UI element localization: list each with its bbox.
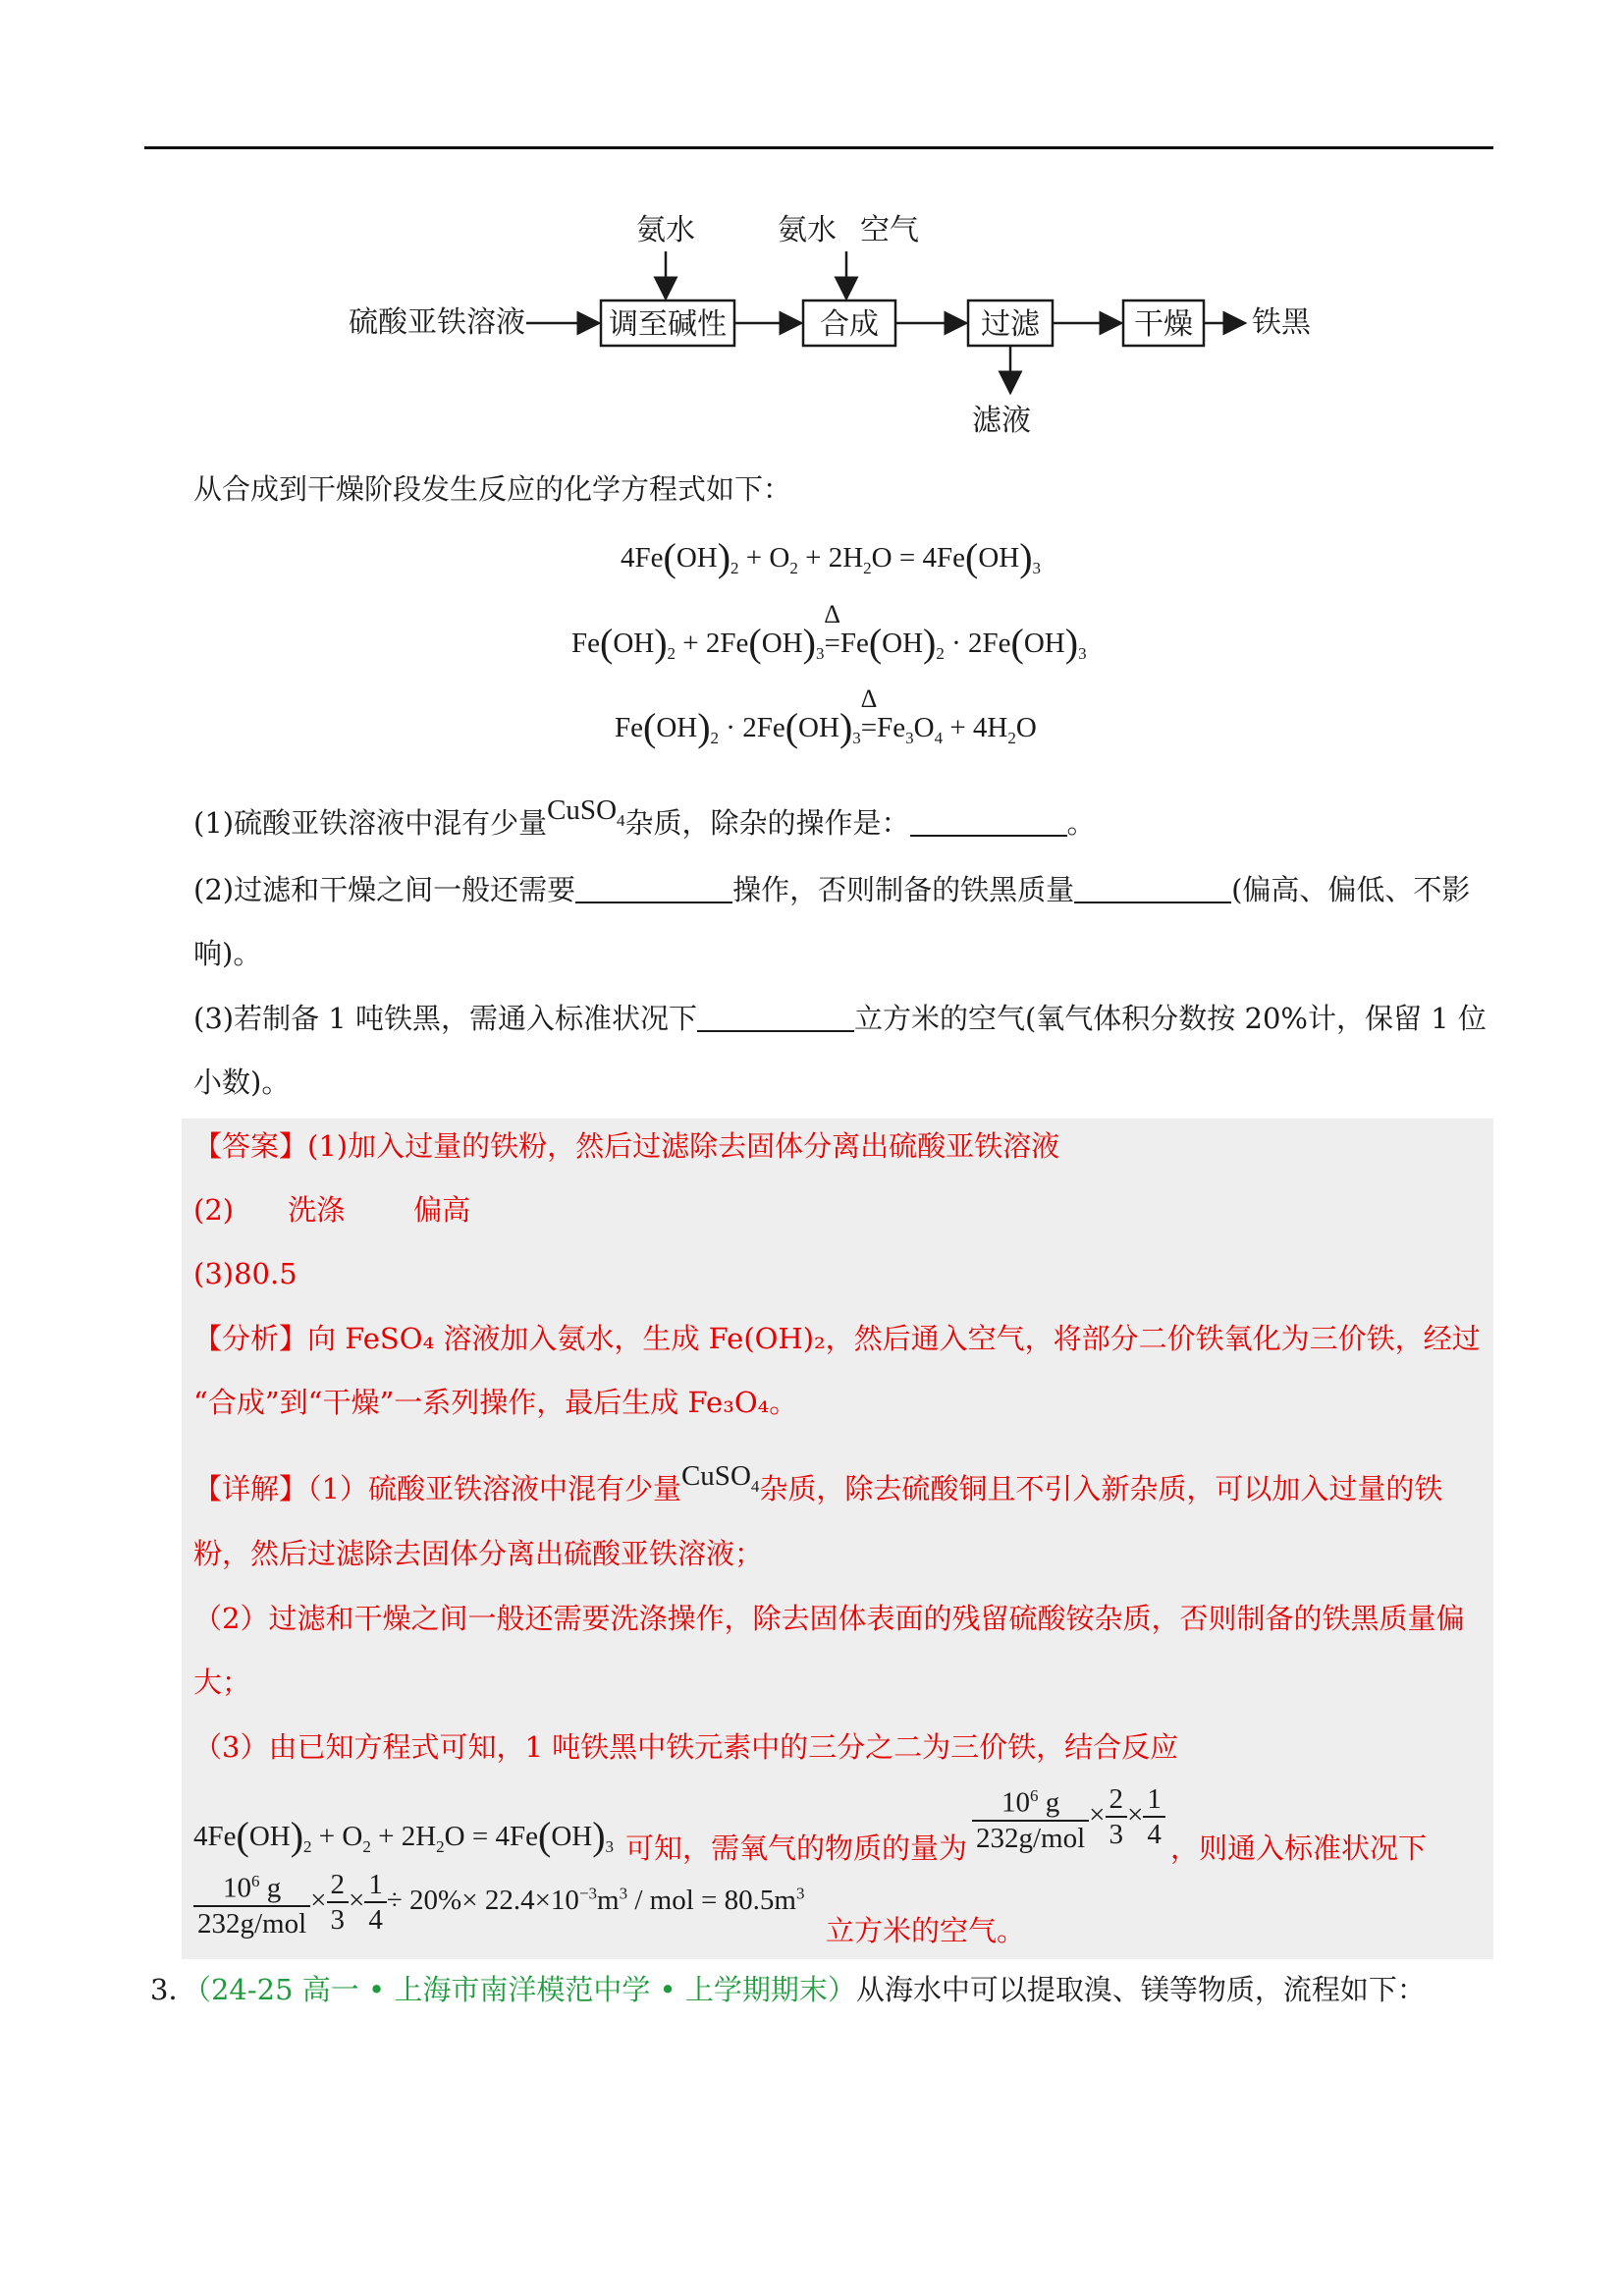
question-3-header bbox=[150, 1970, 1426, 2009]
detail-last-text: 立方米的空气。 bbox=[826, 1914, 1026, 1947]
flow-input-ammonia-2: 氨水 bbox=[778, 213, 837, 247]
process-flow-diagram bbox=[334, 196, 1355, 452]
question-source: （24-25 高一 • 上海市南洋模范中学 • 上学期期末） bbox=[196, 1973, 856, 2006]
q1-text-b: 杂质，除杂的操作是： bbox=[624, 806, 910, 840]
flow-step4: 干燥 bbox=[1134, 307, 1193, 342]
analysis-line-2: “合成”到“干燥”一系列操作，最后生成 Fe₃O₄。 bbox=[193, 1386, 798, 1419]
answer-line-2 bbox=[193, 1190, 470, 1230]
answer-2-high: 偏高 bbox=[413, 1193, 471, 1227]
detail-line-4: 大； bbox=[193, 1666, 251, 1699]
answer-line-1 bbox=[193, 1126, 1059, 1166]
q3-answer-blank[interactable] bbox=[697, 1001, 854, 1032]
q2-text-b: 操作，否则制备的铁黑质量 bbox=[732, 873, 1075, 906]
question-3-line2: 小数)。 bbox=[193, 1066, 291, 1099]
flow-step1: 调至碱性 bbox=[609, 307, 727, 342]
equation-2: $Fe(OH)_2 + 2Fe(OH)_3$ Δ $=Fe(OH)_2 \cdot 2Fe(OH)_3$ bbox=[571, 600, 1087, 665]
answer-tag: 【答案】 bbox=[193, 1129, 308, 1163]
detail-line-5: （3）由已知方程式可知，1 吨铁黑中铁元素中的三分之二为三价铁，结合反应 bbox=[193, 1730, 1179, 1764]
detail-tag: 【详解】 bbox=[193, 1472, 308, 1505]
q3-text-a: (3)若制备 1 吨铁黑，需通入标准状况下 bbox=[193, 1002, 697, 1035]
answer-line-3: (3)80.5 bbox=[193, 1257, 298, 1290]
detail-1-a: （1）硫酸亚铁溶液中混有少量 bbox=[307, 1472, 681, 1505]
intro-text: 从合成到干燥阶段发生反应的化学方程式如下： bbox=[193, 472, 792, 506]
q2-text-c: (偏高、偏低、不影 bbox=[1231, 873, 1471, 906]
cuso4-formula-2: CuSO$_4$ bbox=[680, 1460, 760, 1496]
q1-answer-blank[interactable] bbox=[910, 805, 1067, 837]
answer-2-num: (2) bbox=[193, 1193, 235, 1227]
detail-line-3: （2）过滤和干燥之间一般还需要洗涤操作，除去固体表面的残留硫酸铵杂质，否则制备的铁黑质量偏 bbox=[193, 1602, 1465, 1635]
flow-end-label: 铁黑 bbox=[1252, 305, 1311, 340]
analysis-line-1 bbox=[193, 1319, 1481, 1358]
answer-2-wash: 洗涤 bbox=[288, 1193, 346, 1227]
analysis-text-1: 向 FeSO₄ 溶液加入氨水，生成 Fe(OH)₂，然后通入空气，将部分二价铁氧化为三价铁，经过 bbox=[307, 1322, 1481, 1355]
detail-1-b: 杂质，除去硫酸铜且不引入新杂质，可以加入过量的铁 bbox=[759, 1472, 1443, 1505]
detail-end-text: ，则通入标准状况下 bbox=[1170, 1831, 1428, 1865]
question-3-line1 bbox=[193, 999, 1487, 1038]
flow-output-filtrate: 滤液 bbox=[972, 404, 1031, 438]
question-number: 3． bbox=[150, 1973, 197, 2006]
question-text: 从海水中可以提取溴、镁等物质，流程如下： bbox=[855, 1973, 1426, 2006]
flow-step3: 过滤 bbox=[981, 307, 1040, 342]
flow-step2: 合成 bbox=[820, 307, 879, 342]
question-2-line1 bbox=[193, 870, 1470, 909]
flow-input-air: 空气 bbox=[860, 213, 919, 247]
flow-start-label: 硫酸亚铁溶液 bbox=[349, 305, 525, 340]
flow-input-ammonia-1: 氨水 bbox=[636, 213, 695, 247]
detail-equation: $4Fe(OH)_2 + O_2 + 2H_2O = 4Fe(OH)_3$ bbox=[193, 1814, 615, 1858]
delta-symbol-2: Δ bbox=[860, 684, 878, 713]
equation-1: $4Fe(OH)_2 + O_2 + 2H_2O = 4Fe(OH)_3$ bbox=[621, 535, 1042, 579]
analysis-tag: 【分析】 bbox=[193, 1322, 308, 1355]
detail-line-1 bbox=[193, 1460, 1443, 1520]
q2-answer-blank-1[interactable] bbox=[575, 872, 732, 903]
cuso4-formula: CuSO$_4$ bbox=[547, 794, 625, 830]
q2-text-a: (2)过滤和干燥之间一般还需要 bbox=[193, 873, 576, 906]
air-volume-expression: $\frac{10^6 g}{\text{232g/mol}}$ × $\frac{2}{3}$ × $\frac{1}{4}$ ÷ $20\%\times 22.4\times 10^{-3}m^3$ / mol = $80.5m^3$ bbox=[193, 1865, 804, 1941]
equation-3: $Fe(OH)_2 \cdot 2Fe(OH)_3$ Δ $=Fe_3O_4 + 4H_2O$ bbox=[615, 684, 1037, 749]
q3-text-b: 立方米的空气(氧气体积分数按 20%计，保留 1 位 bbox=[853, 1002, 1487, 1035]
question-2-line2: 响)。 bbox=[193, 937, 262, 970]
question-1 bbox=[193, 794, 1096, 854]
q1-text-c: 。 bbox=[1066, 806, 1096, 840]
detail-mid-text: 可知，需氧气的物质的量为 bbox=[625, 1831, 968, 1865]
header-rule bbox=[144, 146, 1493, 149]
q1-text-a: (1)硫酸亚铁溶液中混有少量 bbox=[193, 806, 548, 840]
detail-line-2: 粉，然后过滤除去固体分离出硫酸亚铁溶液； bbox=[193, 1537, 764, 1570]
q2-answer-blank-2[interactable] bbox=[1074, 872, 1231, 903]
answer-1: (1)加入过量的铁粉，然后过滤除去固体分离出硫酸亚铁溶液 bbox=[307, 1129, 1060, 1163]
oxygen-amount-expression: $\frac{10^6 g}{\text{232g/mol}}$ × $\frac{2}{3}$ × $\frac{1}{4}$ bbox=[972, 1779, 1165, 1855]
delta-symbol-1: Δ bbox=[824, 600, 840, 629]
